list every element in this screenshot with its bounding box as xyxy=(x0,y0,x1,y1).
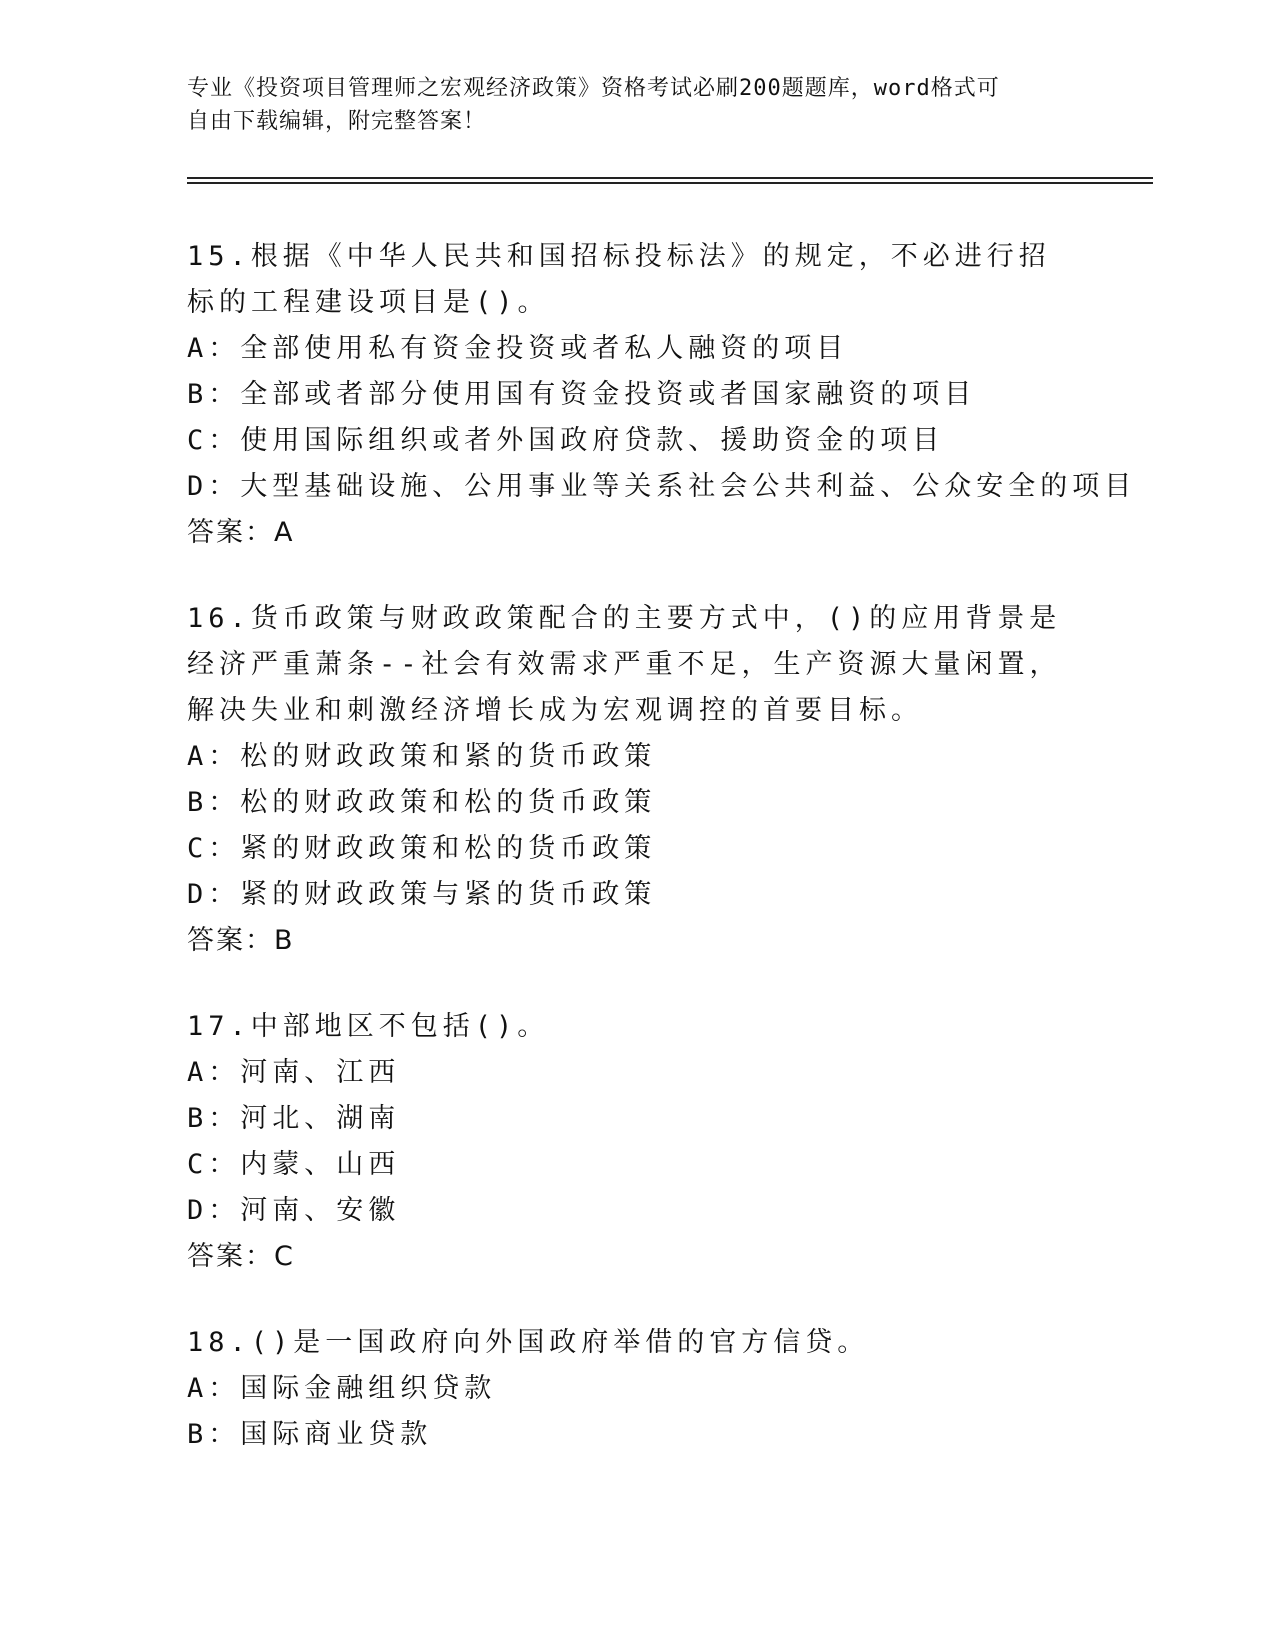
option-c: C：内蒙、山西 xyxy=(187,1149,401,1180)
option-b: B：河北、湖南 xyxy=(187,1103,401,1134)
question-17 xyxy=(187,1004,1153,1280)
question-stem: 15.根据《中华人民共和国招标投标法》的规定，不必进行招标的工程建设项目是()。 xyxy=(187,241,1051,318)
question-stem: 16.货币政策与财政政策配合的主要方式中，()的应用背景是经济严重萧条--社会有效需求严重不足，生产资源大量闲置，解决失业和刺激经济增长成为宏观调控的首要目标。 xyxy=(187,603,1062,726)
document-header xyxy=(187,72,1087,138)
option-c: C：紧的财政政策和松的货币政策 xyxy=(187,833,657,864)
answer-line: 答案：C xyxy=(187,1241,295,1272)
option-d: D：紧的财政政策与紧的货币政策 xyxy=(187,879,657,910)
option-d: D：河南、安徽 xyxy=(187,1195,401,1226)
question-15 xyxy=(187,234,1153,556)
option-b: B：国际商业贷款 xyxy=(187,1419,433,1450)
question-18 xyxy=(187,1320,1153,1458)
question-16 xyxy=(187,596,1153,964)
answer-line: 答案：B xyxy=(187,925,295,956)
header-line-1: 专业《投资项目管理师之宏观经济政策》资格考试必刷200题题库，word格式可 xyxy=(187,76,1000,101)
header-divider-top xyxy=(187,177,1153,179)
option-a: A：全部使用私有资金投资或者私人融资的项目 xyxy=(187,333,849,364)
option-c: C：使用国际组织或者外国政府贷款、援助资金的项目 xyxy=(187,425,945,456)
option-a: A：河南、江西 xyxy=(187,1057,401,1088)
option-d: D：大型基础设施、公用事业等关系社会公共利益、公众安全的项目 xyxy=(187,471,1137,502)
option-b: B：全部或者部分使用国有资金投资或者国家融资的项目 xyxy=(187,379,977,410)
header-line-2: 自由下载编辑，附完整答案！ xyxy=(187,109,487,134)
question-stem: 18.()是一国政府向外国政府举借的官方信贷。 xyxy=(187,1327,870,1358)
question-stem: 17.中部地区不包括()。 xyxy=(187,1011,550,1042)
option-a: A：国际金融组织贷款 xyxy=(187,1373,497,1404)
answer-line: 答案：A xyxy=(187,517,295,548)
option-b: B：松的财政政策和松的货币政策 xyxy=(187,787,657,818)
question-list xyxy=(187,234,1153,1498)
option-a: A：松的财政政策和紧的货币政策 xyxy=(187,741,657,772)
header-divider-bottom xyxy=(187,182,1153,184)
